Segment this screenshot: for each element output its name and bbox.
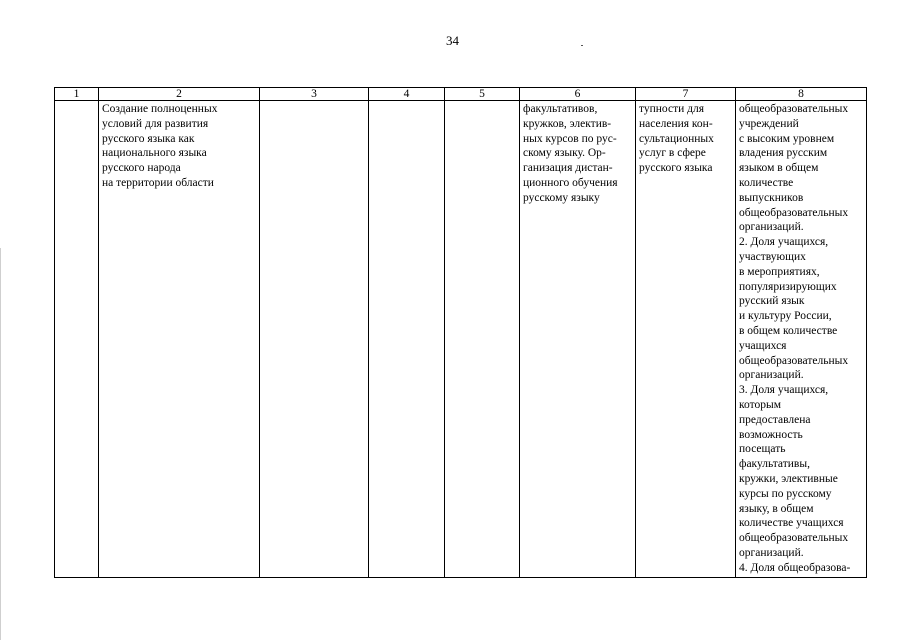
column-header-8: 8 [736,88,867,101]
cell-col-2-task: Создание полноценных условий для развития русского языка как национального языка русского народа на территории области [99,101,260,578]
table-row [55,101,867,578]
cell-col-7-services: тупности для населения кон- сультационных услуг в сфере русского языка [636,101,736,578]
scan-edge-mark [0,248,1,640]
header-row [55,88,867,101]
page-number: 34 [446,33,459,48]
cell-col-5 [445,101,520,578]
scan-speck [581,45,583,46]
column-header-7: 7 [636,88,736,101]
column-header-3: 3 [260,88,369,101]
cell-col-3 [260,101,369,578]
program-table [54,87,867,578]
column-header-5: 5 [445,88,520,101]
cell-col-4 [369,101,445,578]
column-header-2: 2 [99,88,260,101]
column-header-4: 4 [369,88,445,101]
cell-col-6-activities: факультативов, кружков, электив- ных курсов по рус- скому языку. Ор- ганизация дистан- ционного обучения русскому языку [520,101,636,578]
column-header-1: 1 [55,88,99,101]
cell-col-1 [55,101,99,578]
cell-col-8-indicators: общеобразовательных учреждений с высоким уровнем владения русским языком в общем количестве выпускников общеобразовательных организаций. 2. Доля учащихся, участвующих в мероприятиях, популяризирующих русский язык и культуру России, в общем количестве учащихся общеобразовательных организаций. 3. Доля учащихся, которым предоставлена возможность посещать факультативы, кружки, элективные курсы по русскому языку, в общем количестве учащихся общеобразовательных организаций. 4. Доля общеобразова- [736,101,867,578]
column-header-6: 6 [520,88,636,101]
